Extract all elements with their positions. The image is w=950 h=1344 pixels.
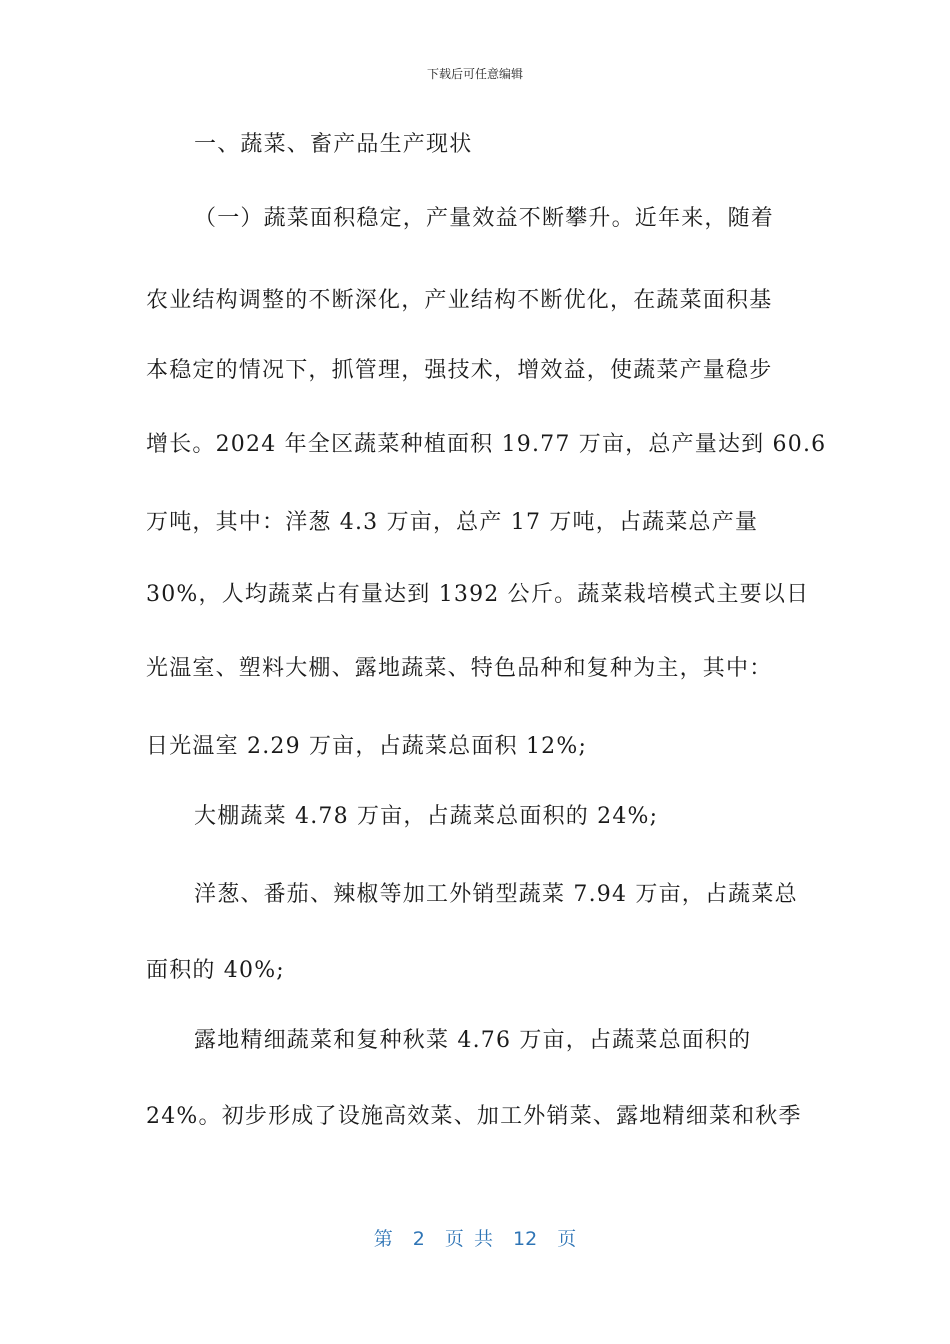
paragraph-line: 露地精细蔬菜和复种秋菜 4.76 万亩，占蔬菜总面积的	[194, 1028, 752, 1053]
paragraph-line: 光温室、塑料大棚、露地蔬菜、特色品种和复种为主，其中：	[146, 656, 773, 681]
paragraph-line: 30%，人均蔬菜占有量达到 1392 公斤。蔬菜栽培模式主要以日	[146, 582, 810, 607]
paragraph-line: 面积的 40%;	[146, 958, 285, 983]
paragraph-line: 24%。初步形成了设施高效菜、加工外销菜、露地精细菜和秋季	[146, 1104, 802, 1129]
paragraph-line: 本稳定的情况下，抓管理，强技术，增效益，使蔬菜产量稳步	[146, 358, 773, 383]
paragraph-line: 洋葱、番茄、辣椒等加工外销型蔬菜 7.94 万亩，占蔬菜总	[194, 882, 798, 907]
paragraph-line: 增长。2024 年全区蔬菜种植面积 19.77 万亩，总产量达到 60.6	[146, 432, 827, 457]
page-number-text: 第 2 页 共 12 页	[373, 1228, 577, 1250]
header-note: 下载后可任意编辑	[426, 67, 523, 81]
paragraph-line: 日光温室 2.29 万亩，占蔬菜总面积 12%;	[146, 734, 588, 759]
paragraph-line: （一）蔬菜面积稳定，产量效益不断攀升。近年来，随着	[194, 206, 775, 231]
paragraph-line: 大棚蔬菜 4.78 万亩，占蔬菜总面积的 24%;	[194, 804, 659, 829]
paragraph-line: 农业结构调整的不断深化，产业结构不断优化，在蔬菜面积基	[146, 288, 773, 313]
section-heading: 一、蔬菜、畜产品生产现状	[194, 132, 473, 157]
paragraph-line: 万吨，其中：洋葱 4.3 万亩，总产 17 万吨，占蔬菜总产量	[146, 510, 759, 535]
page-number-footer	[0, 1226, 950, 1252]
